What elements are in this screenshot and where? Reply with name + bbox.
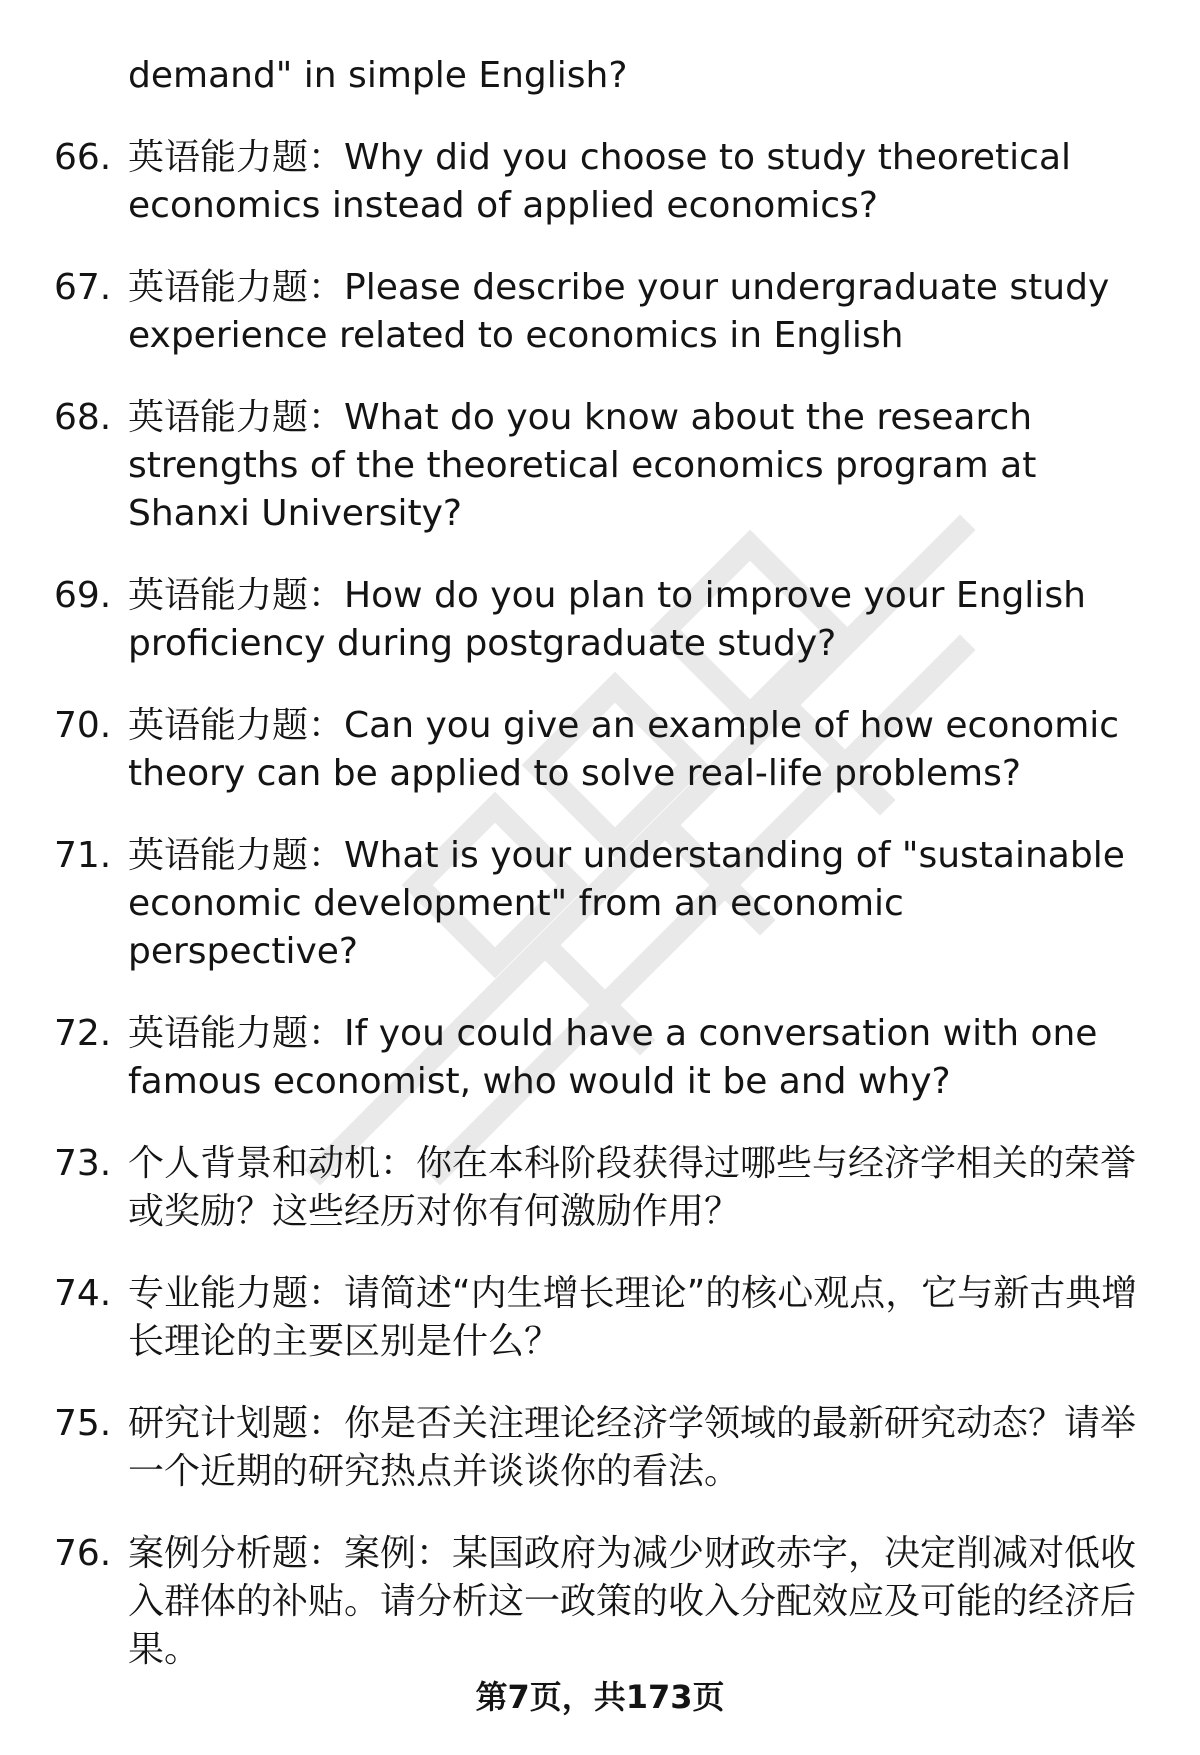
list-item <box>0 264 1138 360</box>
question-number: 69. <box>54 575 112 616</box>
question-text: 英语能力题：How do you plan to improve your English proficiency during postgraduate study? <box>128 575 1086 664</box>
question-text: 案例分析题：案例：某国政府为减少财政赤字，决定削减对低收入群体的补贴。请分析这一政策的收入分配效应及可能的经济后果。 <box>128 1533 1137 1670</box>
list-item <box>0 1140 1138 1236</box>
question-number: 71. <box>54 835 112 876</box>
question-number: 67. <box>54 267 112 308</box>
list-item <box>0 394 1138 538</box>
continuation-text: demand" in simple English? <box>128 55 628 96</box>
list-item <box>0 1270 1138 1366</box>
question-text: 研究计划题：你是否关注理论经济学领域的最新研究动态？请举一个近期的研究热点并谈谈你的看法。 <box>128 1403 1137 1492</box>
question-number: 72. <box>54 1013 112 1054</box>
list-item <box>0 832 1138 976</box>
question-text: 英语能力题：Please describe your undergraduate study experience related to economics in English <box>128 267 1110 356</box>
question-text: 英语能力题：If you could have a conversation with one famous economist, who would it be and why? <box>128 1013 1098 1102</box>
question-number: 66. <box>54 137 112 178</box>
question-number: 73. <box>54 1143 112 1184</box>
question-text: 英语能力题：Why did you choose to study theoretical economics instead of applied economics? <box>128 137 1072 226</box>
page-footer: 第7页，共173页 <box>475 1678 725 1716</box>
question-text: 英语能力题：What do you know about the research strengths of the theoretical economics program at Shanxi University? <box>128 397 1037 534</box>
question-text: 个人背景和动机：你在本科阶段获得过哪些与经济学相关的荣誉或奖励？这些经历对你有何激励作用？ <box>128 1143 1137 1232</box>
list-item <box>0 702 1138 798</box>
list-item <box>0 134 1138 230</box>
list-item <box>0 1010 1138 1106</box>
question-number: 76. <box>54 1533 112 1574</box>
question-number: 70. <box>54 705 112 746</box>
question-text: 英语能力题：Can you give an example of how economic theory can be applied to solve real-life problems? <box>128 705 1120 794</box>
question-text: 专业能力题：请简述“内生增长理论”的核心观点，它与新古典增长理论的主要区别是什么？ <box>128 1273 1138 1362</box>
list-item <box>0 1400 1138 1496</box>
question-number: 75. <box>54 1403 112 1444</box>
list-item <box>0 572 1138 668</box>
question-number: 74. <box>54 1273 112 1314</box>
question-number: 68. <box>54 397 112 438</box>
question-list <box>0 52 1200 1708</box>
question-text: 英语能力题：What is your understanding of "sustainable economic development" from an economic perspective? <box>128 835 1125 972</box>
list-item <box>0 1530 1138 1674</box>
